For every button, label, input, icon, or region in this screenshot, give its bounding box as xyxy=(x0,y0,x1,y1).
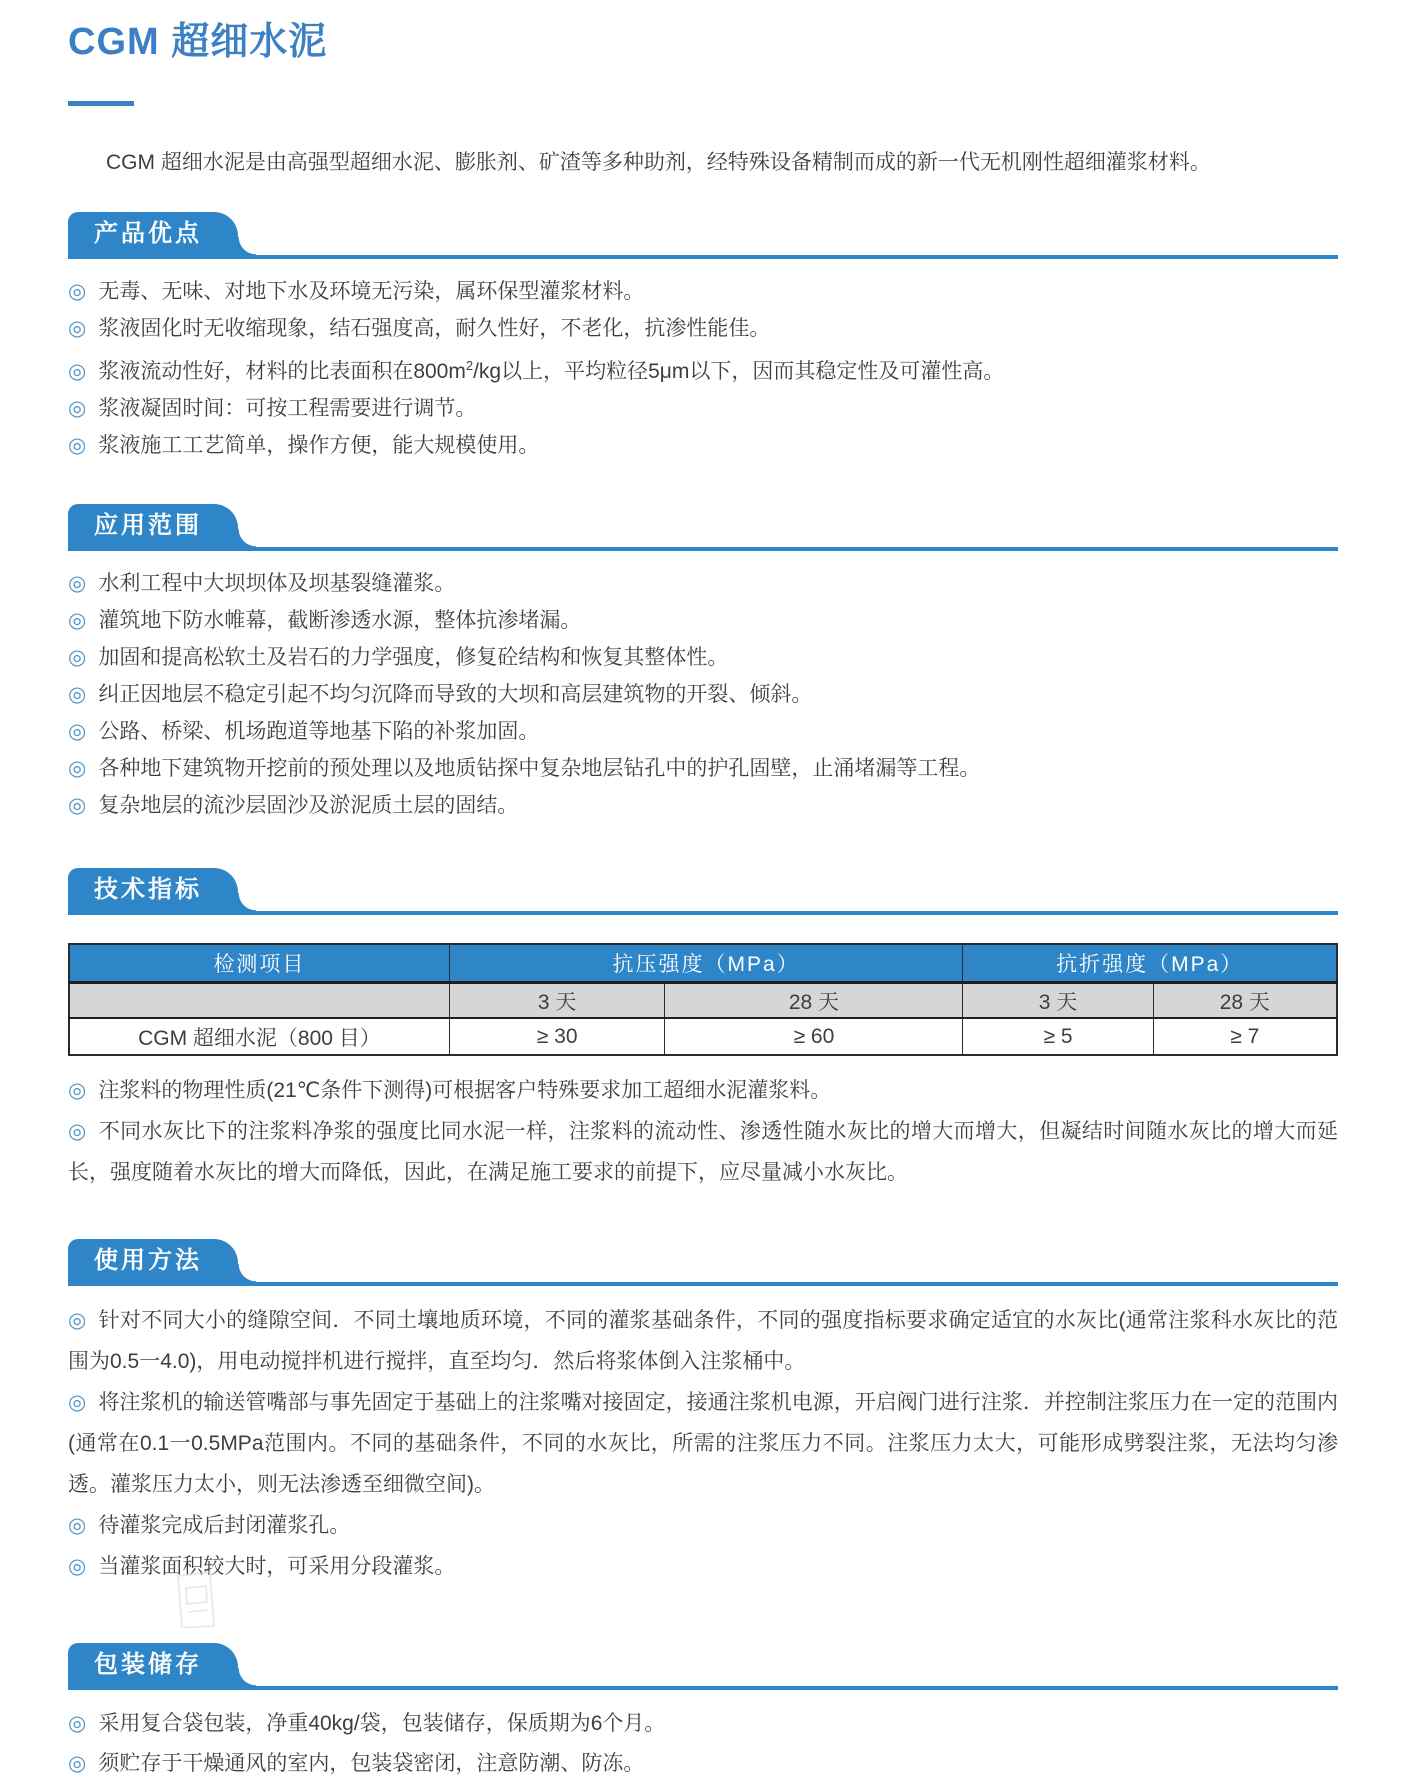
list-item xyxy=(68,1744,1338,1784)
list-item xyxy=(68,787,1338,824)
section-specs xyxy=(68,868,1338,1193)
list-item xyxy=(68,750,1338,787)
bullet-ring-icon: ◎ xyxy=(68,1712,87,1736)
table-subheader-cell: 3 天 xyxy=(449,982,665,1018)
list-item-text: 纠正因地层不稳定引起不均匀沉降而导致的大坝和高层建筑物的开裂、倾斜。 xyxy=(98,683,813,707)
list-item-text: 针对不同大小的缝隙空间．不同土壤地质环境，不同的灌浆基础条件，不同的强度指标要求确定适宜的水灰比(通常注浆科水灰比的范围为0.5一4.0)，用电动搅拌机进行搅拌，直至均匀．然后将浆体倒入注浆桶中。 xyxy=(68,1309,1338,1374)
bullet-ring-icon: ◎ xyxy=(68,1309,87,1333)
list-item xyxy=(68,1704,1338,1744)
list-item-text: 公路、桥梁、机场跑道等地基下陷的补浆加固。 xyxy=(98,720,540,744)
list-item xyxy=(68,565,1338,602)
section-advantages xyxy=(68,212,1338,464)
table-subheader-cell xyxy=(69,982,449,1018)
list-item-text: 将注浆机的输送管嘴部与事先固定于基础上的注浆嘴对接固定，接通注浆机电源，开启阀门进行注浆．并控制注浆压力在一定的范围内(通常在0.1一0.5MPa范围内。不同的基础条件，不同的水灰比，所需的注浆压力不同。注浆压力太大，可能形成劈裂注浆，无法均匀渗透。灌浆压力太小，则无法渗透至细微空间)。 xyxy=(68,1391,1338,1497)
list-item xyxy=(68,1546,1338,1587)
bullet-ring-icon: ◎ xyxy=(68,434,87,458)
list-item xyxy=(68,676,1338,713)
table-subheader-cell: 28 天 xyxy=(1153,982,1337,1018)
bullet-ring-icon: ◎ xyxy=(68,280,87,304)
list-item xyxy=(68,390,1338,427)
spec-notes-list xyxy=(68,1070,1338,1193)
section-heading-tab: 包装储存 xyxy=(68,1643,238,1686)
list-item-text: 采用复合袋包装，净重40kg/袋，包装储存，保质期为6个月。 xyxy=(98,1712,666,1736)
bullet-ring-icon: ◎ xyxy=(68,720,87,744)
table-subheader-cell: 28 天 xyxy=(665,982,963,1018)
list-item xyxy=(68,1070,1338,1111)
bullet-ring-icon: ◎ xyxy=(68,683,87,707)
table-value-cell: ≥ 7 xyxy=(1153,1018,1337,1055)
section-header xyxy=(68,1239,1338,1286)
section-heading-tab: 产品优点 xyxy=(68,212,238,255)
table-subheader-row xyxy=(69,982,1337,1018)
list-item-text: 不同水灰比下的注浆料净浆的强度比同水泥一样，注浆料的流动性、渗透性随水灰比的增大而增大，但凝结时间随水灰比的增大而延长，强度随着水灰比的增大而降低，因此，在满足施工要求的前提下，应尽量减小水灰比。 xyxy=(68,1120,1338,1185)
bullet-ring-icon: ◎ xyxy=(68,1391,87,1415)
bullet-ring-icon: ◎ xyxy=(68,1120,87,1144)
list-item-text: 注浆料的物理性质(21℃条件下测得)可根据客户特殊要求加工超细水泥灌浆料。 xyxy=(98,1079,832,1103)
section-packaging xyxy=(68,1643,1338,1784)
list-item-text: 当灌浆面积较大时，可采用分段灌浆。 xyxy=(98,1555,456,1579)
table-header-row xyxy=(69,944,1337,982)
list-item-text: 加固和提高松软土及岩石的力学强度，修复砼结构和恢复其整体性。 xyxy=(98,646,729,670)
section-usage xyxy=(68,1239,1338,1587)
list-item-text: 浆液施工工艺简单，操作方便，能大规模使用。 xyxy=(98,434,540,458)
list-item-text: 灌筑地下防水帷幕，截断渗透水源，整体抗渗堵漏。 xyxy=(98,609,582,633)
table-header-cell: 检测项目 xyxy=(69,944,449,982)
section-header xyxy=(68,1643,1338,1690)
list-item xyxy=(68,1300,1338,1382)
bullet-ring-icon: ◎ xyxy=(68,609,87,633)
list-item xyxy=(68,1111,1338,1193)
list-item xyxy=(68,427,1338,464)
list-item-text: 浆液流动性好，材料的比表面积在$800m^2/kg$以上，平均粒径5μm以下，因而其稳定性及可灌性高。 xyxy=(98,358,1005,384)
list-item xyxy=(68,273,1338,310)
list-item-text: 无毒、无味、对地下水及环境无污染，属环保型灌浆材料。 xyxy=(98,280,645,304)
section-heading-tab: 使用方法 xyxy=(68,1239,238,1282)
bullet-ring-icon: ◎ xyxy=(68,1752,87,1776)
bullet-ring-icon: ◎ xyxy=(68,794,87,818)
title-underline xyxy=(68,101,134,106)
table-data-row xyxy=(69,1018,1337,1055)
intro-paragraph: CGM 超细水泥是由高强型超细水泥、膨胀剂、矿渣等多种助剂，经特殊设备精制而成的新一代无机刚性超细灌浆材料。 xyxy=(106,151,1211,174)
section-header xyxy=(68,868,1338,915)
product-datasheet-page xyxy=(0,10,1406,1776)
list-item-text: 浆液凝固时间：可按工程需要进行调节。 xyxy=(98,397,477,421)
applications-list xyxy=(68,565,1338,824)
bullet-ring-icon: ◎ xyxy=(68,360,87,384)
table-value-cell: ≥ 60 xyxy=(665,1018,963,1055)
list-item-text: 复杂地层的流沙层固沙及淤泥质土层的固结。 xyxy=(98,794,519,818)
bullet-ring-icon: ◎ xyxy=(68,1555,87,1579)
list-item xyxy=(68,347,1338,390)
usage-list xyxy=(68,1300,1338,1587)
list-item xyxy=(68,713,1338,750)
bullet-ring-icon: ◎ xyxy=(68,1079,87,1103)
page-title: CGM 超细水泥 xyxy=(68,21,328,63)
list-item xyxy=(68,1382,1338,1505)
list-item-text: 水利工程中大坝坝体及坝基裂缝灌浆。 xyxy=(98,572,456,596)
bullet-ring-icon: ◎ xyxy=(68,397,87,421)
advantages-list xyxy=(68,273,1338,464)
list-item xyxy=(68,602,1338,639)
table-row-name-cell: CGM 超细水泥（800 目） xyxy=(69,1018,449,1055)
bullet-ring-icon: ◎ xyxy=(68,572,87,596)
list-item-text: 待灌浆完成后封闭灌浆孔。 xyxy=(98,1514,351,1538)
bullet-ring-icon: ◎ xyxy=(68,1514,87,1538)
list-item-text: 浆液固化时无收缩现象，结石强度高，耐久性好，不老化，抗渗性能佳。 xyxy=(98,317,771,341)
bullet-ring-icon: ◎ xyxy=(68,757,87,781)
packaging-list xyxy=(68,1704,1338,1784)
section-applications xyxy=(68,504,1338,824)
section-header xyxy=(68,212,1338,259)
list-item xyxy=(68,310,1338,347)
spec-table xyxy=(68,943,1338,1056)
list-item xyxy=(68,1505,1338,1546)
list-item xyxy=(68,639,1338,676)
table-header-cell: 抗折强度（MPa） xyxy=(963,944,1337,982)
table-header-cell: 抗压强度（MPa） xyxy=(449,944,963,982)
list-item-text: 须贮存于干燥通风的室内，包装袋密闭，注意防潮、防冻。 xyxy=(98,1752,645,1776)
list-item-text: 各种地下建筑物开挖前的预处理以及地质钻探中复杂地层钻孔中的护孔固壁，止涌堵漏等工程。 xyxy=(98,757,981,781)
bullet-ring-icon: ◎ xyxy=(68,646,87,670)
watermark-logo xyxy=(148,1568,244,1628)
bullet-ring-icon: ◎ xyxy=(68,317,87,341)
section-header xyxy=(68,504,1338,551)
table-subheader-cell: 3 天 xyxy=(963,982,1153,1018)
table-value-cell: ≥ 5 xyxy=(963,1018,1153,1055)
section-heading-tab: 技术指标 xyxy=(68,868,238,911)
section-heading-tab: 应用范围 xyxy=(68,504,238,547)
table-value-cell: ≥ 30 xyxy=(449,1018,665,1055)
